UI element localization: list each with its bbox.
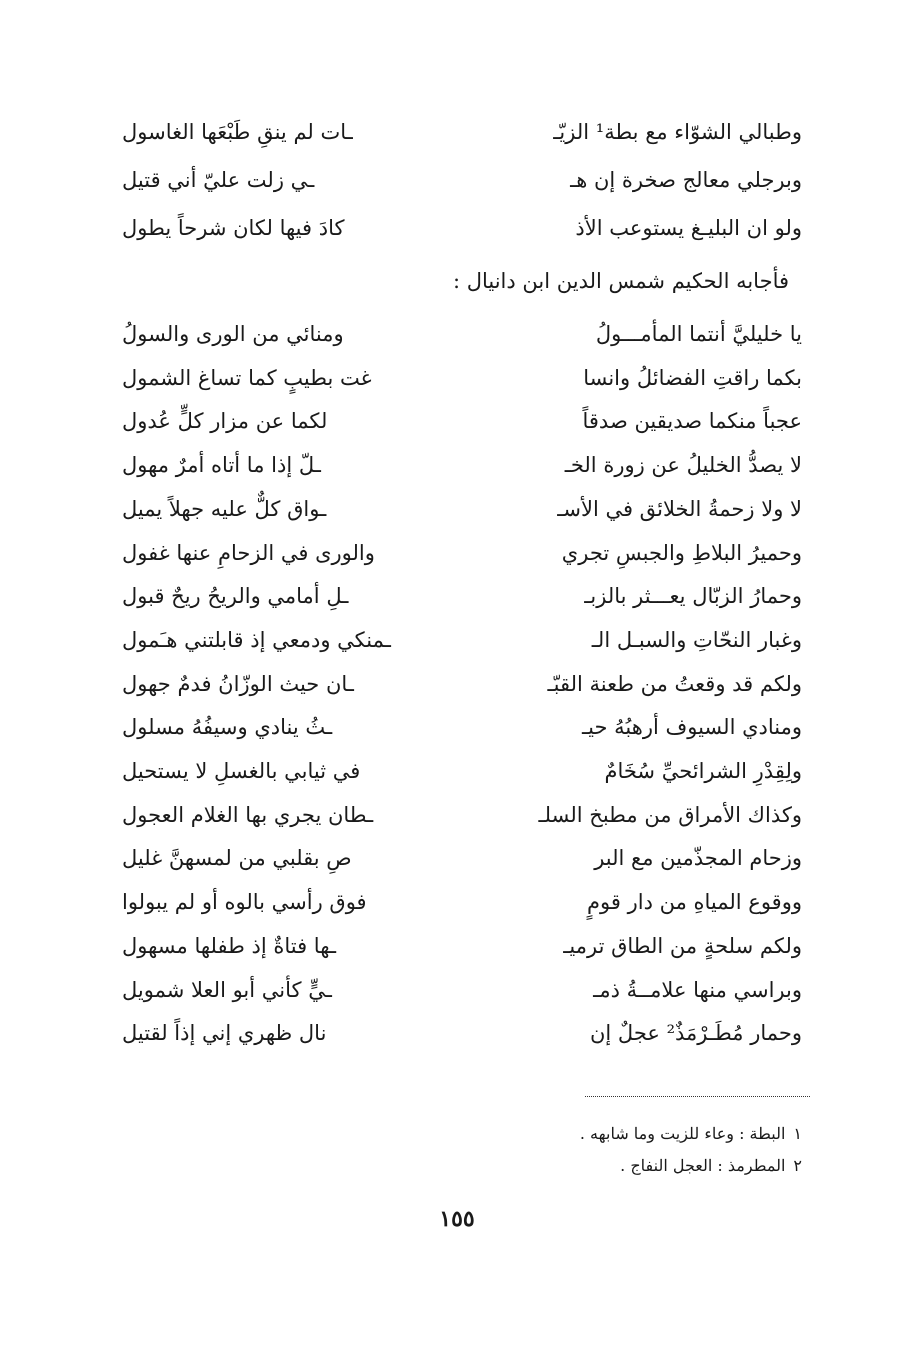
footnote-1 [202, 1118, 802, 1150]
verse-line [122, 531, 802, 575]
verse-first-hemistich: وبراسي منها علامــةُ ذمـ [593, 977, 802, 1002]
verse-first-hemistich: ولكم قد وقعتُ من طعنة القبّـ [547, 671, 802, 696]
verse-first-hemistich: وحميرُ البلاطِ والجبسِ تجري [561, 540, 802, 565]
verse-line [122, 110, 802, 154]
verse-second-hemistich: والورى في الزحامِ عنها غفول [122, 540, 375, 565]
verse-first-hemistich: ووقوع المياهِ من دار قومٍ [587, 890, 802, 915]
footnote-2 [202, 1150, 802, 1182]
verse-line [122, 880, 802, 924]
verse-first-hemistich: بكما راقتِ الفضائلُ وانسا [583, 365, 802, 390]
verse-first-hemistich: يا خليليَّ أنتما المأمـــولُ [595, 322, 802, 346]
verse-second-hemistich: ـواق كلٌّ عليه جهلاً يميل [122, 496, 327, 521]
verse-first-hemistich: وزحام المجذّمين مع البر [594, 846, 802, 871]
verse-second-hemistich: ـان حيث الوزّانُ فدمٌ جهول [122, 671, 354, 696]
verse-second-hemistich: ـمنكي ودمعي إذ قابلتني هـَمول [122, 627, 391, 652]
verse-first-hemistich: عجباً منكما صديقين صدقاً [582, 409, 802, 434]
verse-line [122, 312, 802, 356]
verse-line [122, 793, 802, 837]
footnote-number: ١ [793, 1124, 802, 1143]
verse-line [122, 836, 802, 880]
verse-line [122, 618, 802, 662]
verse-line [122, 662, 802, 706]
verse-line [122, 749, 802, 793]
verse-line [122, 574, 802, 618]
verse-first-hemistich: وحمار مُطَـرْمَذٌ² عجلٌ إن [590, 1021, 802, 1046]
verse-second-hemistich: ـثُ ينادي وسيفُهُ مسلول [122, 715, 333, 740]
verse-first-hemistich: وطبالي الشوّاء مع بطة¹ الزيّـ [553, 120, 802, 144]
verse-line [122, 705, 802, 749]
verse-first-hemistich: ولكم سلحةٍ من الطاق ترميـ [563, 933, 802, 958]
verse-second-hemistich: ومنائي من الورى والسولُ [122, 322, 344, 346]
verse-second-hemistich: ـات لم ينقِ طَبْعَها الغاسول [122, 120, 353, 144]
verse-second-hemistich: ـيٍّ كأني أبو العلا شمويل [122, 977, 332, 1002]
footnote-number: ٢ [793, 1156, 802, 1175]
footnote-separator [585, 1096, 810, 1097]
verse-second-hemistich: كادَ فيها لكان شرحاً يطول [122, 216, 345, 240]
verse-first-hemistich: وحمارُ الزبّال يعـــثر بالزبـ [584, 584, 802, 609]
verse-second-hemistich: في ثيابي بالغسلِ لا يستحيل [122, 759, 361, 783]
verse-line [122, 158, 802, 202]
verse-first-hemistich: ولو ان البليـغ يستوعب الأذ [575, 216, 802, 240]
verse-first-hemistich: لا يصدُّ الخليلُ عن زورة الخـ [564, 453, 802, 478]
verse-first-hemistich: لا ولا زحمةُ الخلائق في الأسـ [557, 496, 802, 521]
verse-line [122, 443, 802, 487]
verse-first-hemistich: وغبار النحّاتِ والسبـل الـ [591, 627, 802, 652]
verse-second-hemistich: ـها فتاةٌ إذ طفلها مسهول [122, 933, 337, 958]
verse-first-hemistich: وكذاك الأمراق من مطبخ السلـ [538, 802, 802, 827]
verse-second-hemistich: صِ بقلبي من لمسهنَّ غليل [122, 846, 352, 871]
verse-second-hemistich: ـلّ إذا ما أتاه أمرٌ مهول [122, 453, 321, 478]
verse-second-hemistich: نال ظهري إني إذاً لقتيل [122, 1021, 327, 1046]
verse-first-hemistich: ومنادي السيوف أرهبُهُ حيـ [582, 715, 802, 740]
footnote-text: البطة : وعاء للزيت وما شابهه . [579, 1124, 786, 1143]
verse-second-hemistich: فوق رأسي بالوه أو لم يبولوا [122, 890, 367, 915]
verse-line [122, 356, 802, 400]
verse-first-hemistich: ولِقِدْرِ الشرائحيِّ سُخَامٌ [604, 759, 802, 783]
verse-line [122, 399, 802, 443]
verse-second-hemistich: غت بطيبٍ كما تساغ الشمول [122, 365, 372, 390]
footnotes [202, 1118, 802, 1182]
verse-line [122, 1011, 802, 1055]
verse-second-hemistich: لكما عن مزار كلٍّ عُدول [122, 409, 328, 434]
verse-second-hemistich: ـي زلت عليّ أني قتيل [122, 168, 315, 192]
verse-second-hemistich: ـلِ أمامي والريحُ ريحٌ قبول [122, 584, 349, 609]
verse-line [122, 924, 802, 968]
page-number: ١٥٥ [439, 1206, 475, 1232]
verse-first-hemistich: وبرجلي معالج صخرة إن هـ [570, 168, 802, 192]
verse-second-hemistich: ـطان يجري بها الغلام العجول [122, 802, 374, 827]
verse-line [122, 206, 802, 250]
footnote-text: المطرمذ : العجل النفاج . [620, 1156, 786, 1175]
verse-line [122, 487, 802, 531]
intro-line: فأجابه الحكيم شمس الدين ابن دانيال : [452, 269, 789, 293]
verse-line [122, 968, 802, 1012]
